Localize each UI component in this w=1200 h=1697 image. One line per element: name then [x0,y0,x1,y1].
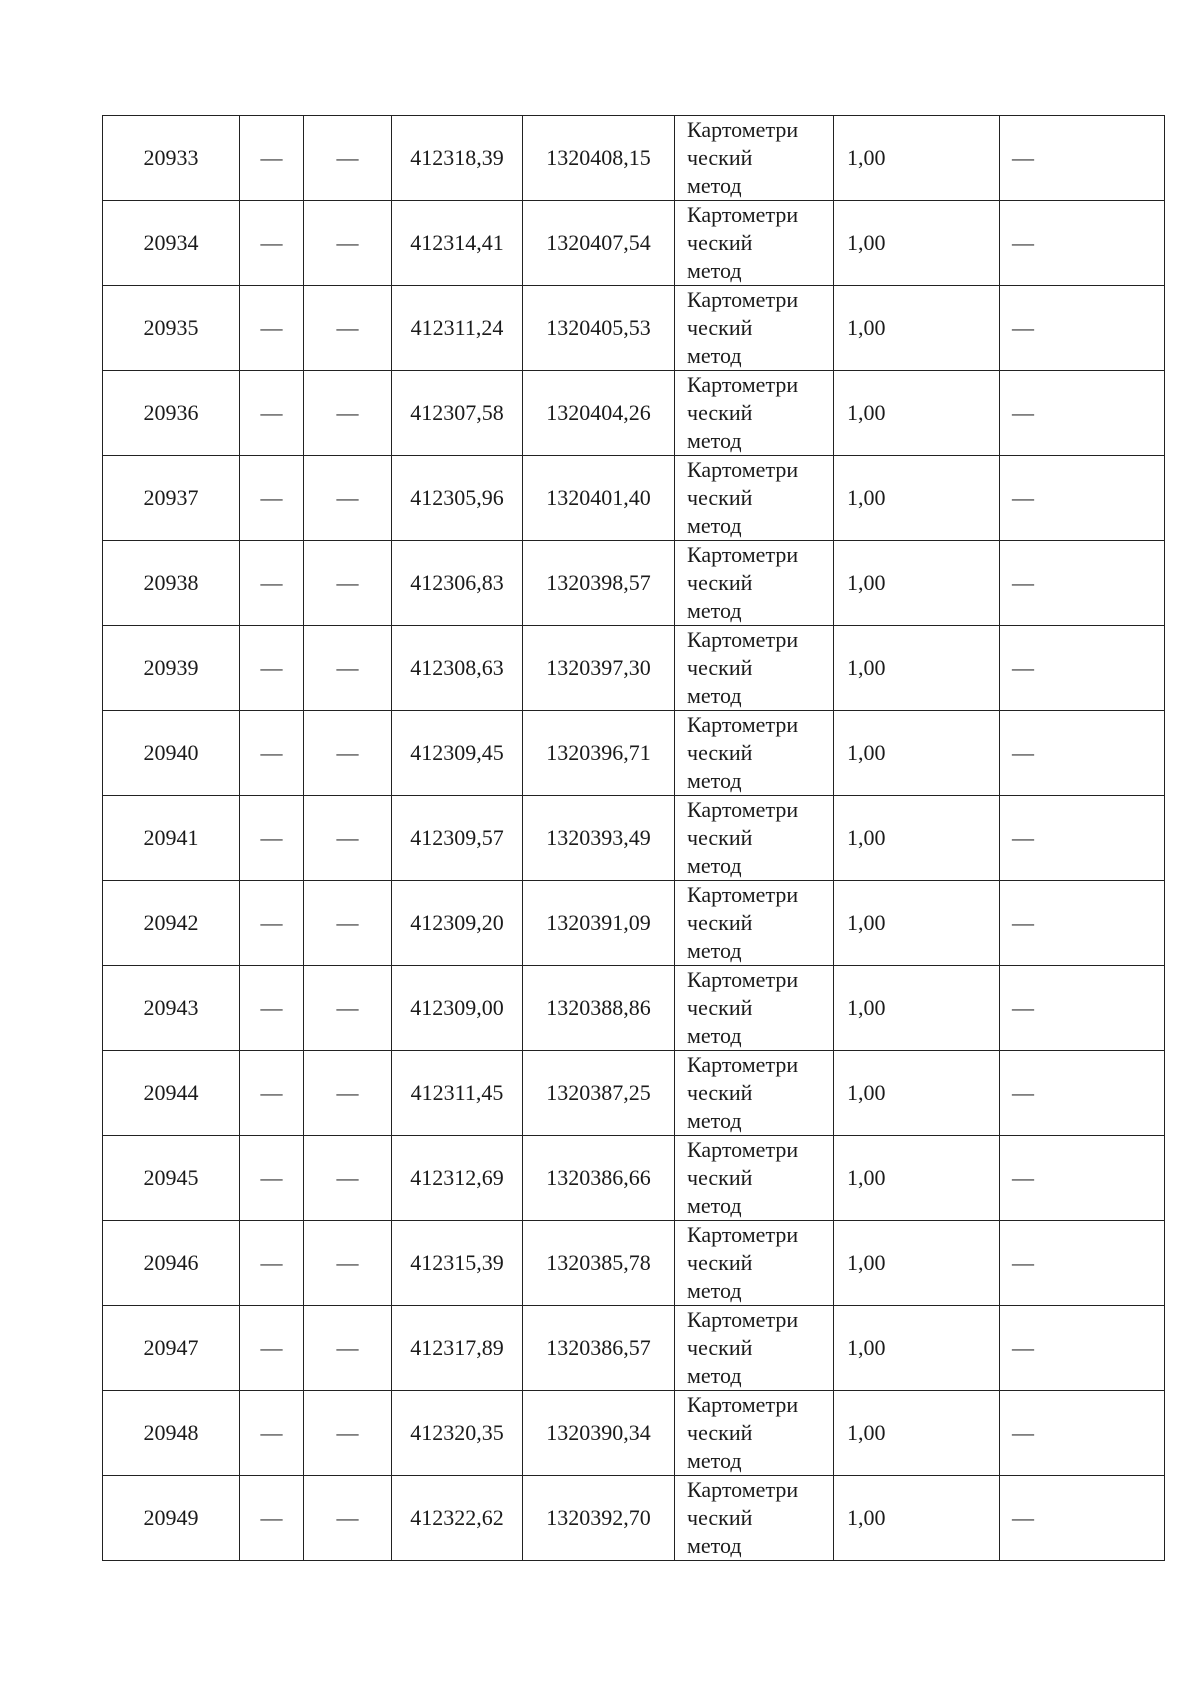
method-text-line: ческий [687,995,753,1020]
method-cell [675,286,834,371]
empty-dash-cell: — [304,1051,392,1136]
method-text-line: метод [687,1278,742,1303]
method-text-line: метод [687,1363,742,1388]
method-text-line: ческий [687,1080,753,1105]
y-coordinate-cell: 1320408,15 [523,116,675,201]
accuracy-cell: 1,00 [834,1306,1000,1391]
method-text-line: Картометри [687,882,799,907]
empty-dash-cell: — [304,286,392,371]
x-coordinate-cell: 412312,69 [392,1136,523,1221]
y-coordinate-cell: 1320401,40 [523,456,675,541]
empty-dash-cell: — [304,1306,392,1391]
empty-dash-cell: — [304,541,392,626]
empty-dash-cell: — [304,1391,392,1476]
accuracy-cell: 1,00 [834,966,1000,1051]
accuracy-cell: 1,00 [834,201,1000,286]
empty-dash-cell: — [304,881,392,966]
method-text-line: Картометри [687,287,799,312]
y-coordinate-cell: 1320392,70 [523,1476,675,1561]
method-text-line: метод [687,1448,742,1473]
point-number-cell: 20933 [103,116,240,201]
point-number-cell: 20937 [103,456,240,541]
method-text-line: метод [687,683,742,708]
table-row [103,1136,1165,1221]
method-text-line: метод [687,258,742,283]
method-text-line: Картометри [687,1137,799,1162]
accuracy-cell: 1,00 [834,881,1000,966]
method-text-line: метод [687,428,742,453]
empty-dash-cell: — [240,1221,304,1306]
x-coordinate-cell: 412311,45 [392,1051,523,1136]
empty-dash-cell: — [1000,711,1165,796]
y-coordinate-cell: 1320385,78 [523,1221,675,1306]
method-text-line: метод [687,1533,742,1558]
y-coordinate-cell: 1320388,86 [523,966,675,1051]
accuracy-cell: 1,00 [834,1221,1000,1306]
empty-dash-cell: — [240,456,304,541]
method-cell [675,881,834,966]
point-number-cell: 20936 [103,371,240,456]
method-cell [675,541,834,626]
table-row [103,711,1165,796]
empty-dash-cell: — [240,626,304,711]
x-coordinate-cell: 412318,39 [392,116,523,201]
method-text-line: ческий [687,1420,753,1445]
empty-dash-cell: — [240,541,304,626]
x-coordinate-cell: 412309,20 [392,881,523,966]
point-number-cell: 20946 [103,1221,240,1306]
y-coordinate-cell: 1320407,54 [523,201,675,286]
method-text-line: ческий [687,1505,753,1530]
point-number-cell: 20942 [103,881,240,966]
method-text-line: ческий [687,740,753,765]
y-coordinate-cell: 1320386,66 [523,1136,675,1221]
method-cell [675,1221,834,1306]
method-text-line: Картометри [687,1222,799,1247]
empty-dash-cell: — [1000,1306,1165,1391]
table-row [103,966,1165,1051]
method-cell [675,1306,834,1391]
y-coordinate-cell: 1320393,49 [523,796,675,881]
accuracy-cell: 1,00 [834,1391,1000,1476]
empty-dash-cell: — [304,201,392,286]
x-coordinate-cell: 412314,41 [392,201,523,286]
empty-dash-cell: — [1000,1051,1165,1136]
empty-dash-cell: — [1000,626,1165,711]
accuracy-cell: 1,00 [834,1136,1000,1221]
point-number-cell: 20945 [103,1136,240,1221]
method-text-line: ческий [687,825,753,850]
table-row [103,1051,1165,1136]
empty-dash-cell: — [304,116,392,201]
table-body [103,116,1165,1561]
accuracy-cell: 1,00 [834,116,1000,201]
empty-dash-cell: — [304,1476,392,1561]
y-coordinate-cell: 1320398,57 [523,541,675,626]
empty-dash-cell: — [240,711,304,796]
point-number-cell: 20939 [103,626,240,711]
method-text-line: ческий [687,910,753,935]
method-cell [675,1051,834,1136]
empty-dash-cell: — [240,371,304,456]
accuracy-cell: 1,00 [834,711,1000,796]
point-number-cell: 20935 [103,286,240,371]
method-text-line: Картометри [687,542,799,567]
empty-dash-cell: — [1000,1476,1165,1561]
method-text-line: Картометри [687,457,799,482]
accuracy-cell: 1,00 [834,541,1000,626]
empty-dash-cell: — [240,881,304,966]
method-text-line: метод [687,598,742,623]
empty-dash-cell: — [240,116,304,201]
method-cell [675,1476,834,1561]
empty-dash-cell: — [304,796,392,881]
point-number-cell: 20949 [103,1476,240,1561]
y-coordinate-cell: 1320397,30 [523,626,675,711]
method-text-line: метод [687,343,742,368]
method-text-line: метод [687,513,742,538]
empty-dash-cell: — [1000,286,1165,371]
method-cell [675,201,834,286]
table-row [103,626,1165,711]
empty-dash-cell: — [1000,796,1165,881]
empty-dash-cell: — [1000,371,1165,456]
x-coordinate-cell: 412307,58 [392,371,523,456]
point-number-cell: 20934 [103,201,240,286]
method-text-line: ческий [687,230,753,255]
method-text-line: метод [687,1193,742,1218]
y-coordinate-cell: 1320391,09 [523,881,675,966]
empty-dash-cell: — [304,711,392,796]
method-text-line: метод [687,173,742,198]
method-cell [675,966,834,1051]
coordinates-table [102,115,1165,1561]
accuracy-cell: 1,00 [834,626,1000,711]
empty-dash-cell: — [240,1136,304,1221]
accuracy-cell: 1,00 [834,1051,1000,1136]
x-coordinate-cell: 412305,96 [392,456,523,541]
method-text-line: Картометри [687,202,799,227]
empty-dash-cell: — [304,626,392,711]
method-cell [675,456,834,541]
method-text-line: Картометри [687,712,799,737]
method-cell [675,116,834,201]
method-cell [675,711,834,796]
empty-dash-cell: — [304,371,392,456]
empty-dash-cell: — [1000,541,1165,626]
method-text-line: метод [687,1023,742,1048]
table-row [103,881,1165,966]
table-row [103,541,1165,626]
accuracy-cell: 1,00 [834,371,1000,456]
method-text-line: ческий [687,485,753,510]
empty-dash-cell: — [1000,1391,1165,1476]
table-row [103,286,1165,371]
point-number-cell: 20943 [103,966,240,1051]
x-coordinate-cell: 412311,24 [392,286,523,371]
x-coordinate-cell: 412309,57 [392,796,523,881]
empty-dash-cell: — [240,966,304,1051]
method-text-line: ческий [687,1335,753,1360]
method-text-line: метод [687,853,742,878]
y-coordinate-cell: 1320396,71 [523,711,675,796]
method-text-line: ческий [687,1165,753,1190]
empty-dash-cell: — [1000,116,1165,201]
method-text-line: Картометри [687,372,799,397]
method-text-line: Картометри [687,117,799,142]
empty-dash-cell: — [1000,966,1165,1051]
table-row [103,796,1165,881]
method-text-line: метод [687,938,742,963]
y-coordinate-cell: 1320405,53 [523,286,675,371]
empty-dash-cell: — [1000,201,1165,286]
method-cell [675,796,834,881]
method-text-line: Картометри [687,1052,799,1077]
accuracy-cell: 1,00 [834,286,1000,371]
point-number-cell: 20944 [103,1051,240,1136]
method-cell [675,1136,834,1221]
method-cell [675,371,834,456]
method-text-line: ческий [687,315,753,340]
empty-dash-cell: — [1000,881,1165,966]
accuracy-cell: 1,00 [834,796,1000,881]
empty-dash-cell: — [304,966,392,1051]
table-row [103,1221,1165,1306]
table-row [103,456,1165,541]
method-text-line: Картометри [687,1477,799,1502]
accuracy-cell: 1,00 [834,1476,1000,1561]
method-text-line: ческий [687,655,753,680]
table-row [103,1306,1165,1391]
y-coordinate-cell: 1320390,34 [523,1391,675,1476]
method-text-line: ческий [687,145,753,170]
method-text-line: Картометри [687,1392,799,1417]
empty-dash-cell: — [240,1051,304,1136]
x-coordinate-cell: 412308,63 [392,626,523,711]
method-text-line: ческий [687,1250,753,1275]
method-text-line: ческий [687,570,753,595]
table-row [103,1391,1165,1476]
point-number-cell: 20940 [103,711,240,796]
table-row [103,1476,1165,1561]
method-text-line: метод [687,768,742,793]
x-coordinate-cell: 412309,00 [392,966,523,1051]
table-row [103,201,1165,286]
method-text-line: метод [687,1108,742,1133]
point-number-cell: 20948 [103,1391,240,1476]
empty-dash-cell: — [1000,1136,1165,1221]
empty-dash-cell: — [240,286,304,371]
method-text-line: Картометри [687,1307,799,1332]
empty-dash-cell: — [1000,456,1165,541]
x-coordinate-cell: 412322,62 [392,1476,523,1561]
method-text-line: ческий [687,400,753,425]
accuracy-cell: 1,00 [834,456,1000,541]
x-coordinate-cell: 412309,45 [392,711,523,796]
empty-dash-cell: — [240,1476,304,1561]
point-number-cell: 20938 [103,541,240,626]
x-coordinate-cell: 412306,83 [392,541,523,626]
y-coordinate-cell: 1320404,26 [523,371,675,456]
empty-dash-cell: — [1000,1221,1165,1306]
empty-dash-cell: — [304,1221,392,1306]
empty-dash-cell: — [304,1136,392,1221]
empty-dash-cell: — [240,796,304,881]
method-text-line: Картометри [687,797,799,822]
y-coordinate-cell: 1320386,57 [523,1306,675,1391]
empty-dash-cell: — [240,1306,304,1391]
method-cell [675,626,834,711]
method-text-line: Картометри [687,967,799,992]
x-coordinate-cell: 412317,89 [392,1306,523,1391]
x-coordinate-cell: 412315,39 [392,1221,523,1306]
method-cell [675,1391,834,1476]
point-number-cell: 20941 [103,796,240,881]
x-coordinate-cell: 412320,35 [392,1391,523,1476]
empty-dash-cell: — [240,201,304,286]
empty-dash-cell: — [304,456,392,541]
method-text-line: Картометри [687,627,799,652]
empty-dash-cell: — [240,1391,304,1476]
y-coordinate-cell: 1320387,25 [523,1051,675,1136]
table-row [103,116,1165,201]
table-row [103,371,1165,456]
point-number-cell: 20947 [103,1306,240,1391]
